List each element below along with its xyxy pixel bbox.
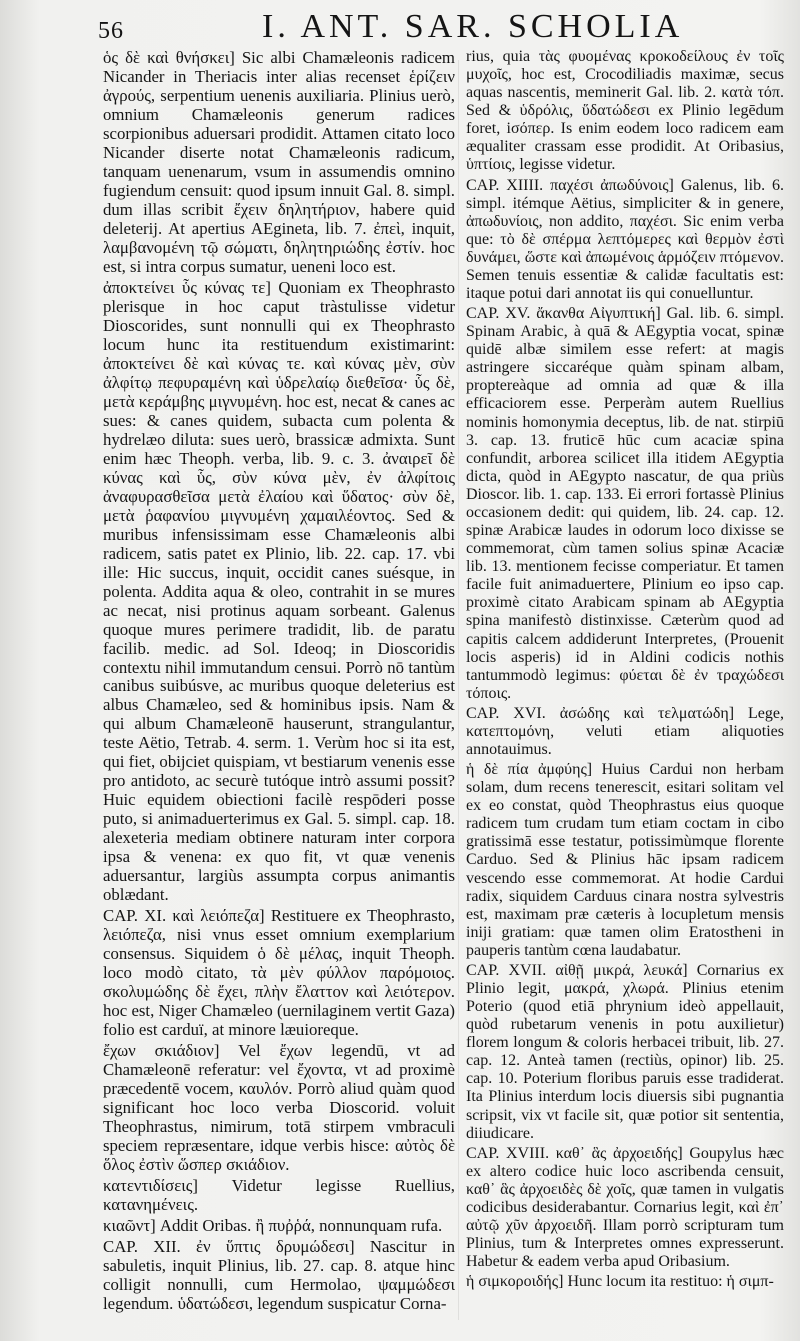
- left-paragraph: CAP. XII. ἐν ὕπτις δρυμώδεσι] Nascitur in sabuletis, inquit Plinius, lib. 27. cap. 8. atque hinc colligit nonnulli, cum Hermolao, ψαμμώδεσι legendum. ὑδατώδεσι, legendum suspicatur Corna-: [103, 1237, 455, 1313]
- left-paragraph: ἔχων σκιάδιον] Vel ἔχων legendū, vt ad Chamæleonē referatur: vel ἔχοντα, vt ad proximè præcedentē vocem, καυλόν. Porrò aliud quàm quod significant hoc loco verba Dioscorid. voluit Theophrastus, nimirum, totā stirpem vmbraculi speciem repræsentare, idque verbis hisce: αὐτὸς δὲ ὅλος ἐστὶν ὥσπερ σκιάδιον.: [103, 1041, 455, 1175]
- right-column: [466, 48, 784, 1293]
- right-paragraph: CAP. XV. ἄκανθα Αἰγυπτική] Gal. lib. 6. simpl. Spinam Arabic, à quā & AEgyptia vocat, spinæ quidē albæ similem esse refert: at magis astringere siccaréque quàm spinam albam, proptereàque ad omnia ad quæ & illa efficaciorem esse. Perperàm autem Ruellius nominis homonymia deceptus, lib. de nat. stirpiū 3. cap. 13. fruticē hūc cum acaciæ spina confundit, arborea scilicet illa itidem AEgyptia dicta, quòd in AEgypto nascatur, de qua priùs Dioscor. lib. 1. cap. 133. Ei errori fortassè Plinius occasionem dedit: qui quidem, lib. 24. cap. 12. spinæ Arabicæ laudes in odorum loco dixisse se commemorat, cùm tamen solius spinæ Acaciæ lib. 13. mentionem fecisse comperiatur. Et tamen facile fuit animaduertere, Plinium eo ipso cap. proximè citato Arabicam spinam ab AEgyptia spina manifestò distinxisse. Cæterùm quod ad capitis calcem addiderunt Interpretes, (Prouenit locis asperis) id in Aldini codicis nothis tantummodò legimus: φύεται δὲ ἐν τραχώδεσι τόποις.: [466, 305, 784, 702]
- left-paragraph: κατεντιδίσεις] Videtur legisse Ruellius, κατανημένεις.: [103, 1176, 455, 1215]
- left-paragraph: κιαῶντ] Addit Oribas. ἢ πυῤῥά, nonnunquam rufa.: [103, 1216, 443, 1236]
- left-column: [103, 48, 455, 1315]
- left-paragraph: CAP. XI. καὶ λειόπεζα] Restituere ex Theophrasto, λειόπεζα, nisi vnus esset omnium exemplarium consensus. Siquidem ὁ δὲ μέλας, inquit Theoph. loco modò citato, τὰ μὲν φύλλον παρόμοιος. σκολυμώδης δὲ ἔχει, πλὴν ἔλαττον καὶ λειότερον. hoc est, Niger Chamæleo (uernilaginem vertit Gaza) folio est carduï, at minore læuioreque.: [103, 906, 455, 1040]
- right-paragraph: ἡ σιμκοροιδής] Hunc locum ita restituo: ἡ σιμπ-: [466, 1273, 774, 1291]
- right-paragraph: CAP. XVI. ἀσώδης καὶ τελματώδη] Lege, κατεπτομόνη, veluti etiam aliquoties annotauimus.: [466, 704, 784, 758]
- right-paragraph: CAP. XVII. αἰθῇ μικρά, λευκά] Cornarius ex Plinio legit, μακρά, χλωρά. Plinius etenim Poterio (quod etiā phrynium ideò appellauit, quòd rubetarum venenis in potu auxilietur) florem longum & coloris herbacei tribuit, lib. 27. cap. 12. Anteà tamen (rectiùs, opinor) lib. 25. cap. 10. Poterium floribus paruis esse tradiderat. Ita Plinius interdum locis diuersis sibi pugnantia scripsit, vix vt facile sit, quæ potior sit sententia, diiudicare.: [466, 961, 784, 1142]
- right-paragraph: ἡ δὲ πία ἀμφύης] Huius Cardui non herbam solam, dum recens tenerescit, esitari solitam vel ex eo constat, quòd Theophrastus eius quoque radicem tum crudam tum etiam coctam in cibo gratissimā esse testatur, potissimùmque florente Carduo. Sed & Plinius hāc ipsam radicem vescendo esse commemorat. At hodie Cardui radix, siquidem Carduus cinara nostra sylvestris est, maximam præ cæteris à locupletum mensis iniji gratiam: quæ tamen olim Eratostheni in pauperis tantùm cœna laudabatur.: [466, 761, 784, 959]
- right-paragraph: CAP. XVIII. καθ᾽ ἃς ἀρχοειδής] Goupylus hæc ex altero codice huic loco ascribenda censuit, καθ᾽ ἃς ἀρχοειδὲς δὲ χοῖς, quæ tamen in vulgatis codicibus desiderabantur. Cornarius legit, καὶ ἐπ᾽ αὐτῷ χῦν ἀρχοειδῆ. Illam porrò scripturam tum Plinius, tum & Interpretes omnes expresserunt. Habetur & eadem verba apud Oribasium.: [466, 1144, 784, 1271]
- right-paragraph: rius, quia τὰς φυομένας κροκοδείλους ἐν τοῖς μυχοῖς, hoc est, Crocodiliadis maximæ, secus aquas nascentis, meminerit Gal. lib. 2. κατὰ τόπ. Sed & ὑδρόλις, ὕδατώδεσι ex Plinio legēdum foret, iσόπερ. Is enim eodem loco radicem eam æqualiter crassam esse prodidit. At Oribasius, ὑπτίοις, legisse videtur.: [466, 48, 784, 174]
- left-paragraph: ὁς δὲ καὶ θνήσκει] Sic albi Chamæleonis radicem Nicander in Theriacis inter alias recenset ἑρίζειν ἀγρούς, serpentium uenenis auxiliaria. Plinius uerò, omnium Chamæleonis generum radices scorpionibus aduersari prodidit. Attamen citato loco Nicander diserte notat Chamæleonis radicum, tanquam uenenarum, vsum in assumendis omnino fugiendum censuit: quod ipsum innuit Gal. 8. simpl. dum illas scribit ἔχειν δηλητήριον, habere quid deleterij. At apertius AEgineta, lib. 7. ἐπεὶ, inquit, λαμβανομένη τῷ σώματι, δηλητηριώδης ἐστίν. hoc est, si intra corpus sumatur, ueneni loco est.: [103, 48, 455, 276]
- page-number: 56: [98, 18, 124, 44]
- column-gutter: [458, 60, 459, 1320]
- right-paragraph: CAP. XIIII. παχέσι ἀπωδύνοις] Galenus, lib. 6. simpl. itémque Aëtius, simpliciter & in genere, ἀπωδυνίοις, non addito, παχέσι. Sic enim verba que: τὸ δὲ σπέρμα λεπτόμερες καὶ θερμὸν ἐστὶ δυνάμει, ὥστε καὶ ἀπωμένοις ἁρμόζειν πτόμενον. Semen tenuis essentiæ & calidæ facultatis est: itaque potui dari annotat iis qui conuelluntur.: [466, 176, 784, 303]
- page-header: [0, 4, 800, 50]
- left-paragraph: ἀποκτείνει ὗς κύνας τε] Quoniam ex Theophrasto plerisque in hoc caput tràstulisse videtur Dioscorides, sunt nonnulli qui ex Theophrasto locum hunc ita restituendum existimarint: ἀποκτείνει δὲ καὶ κύνας τε. καὶ κύνας μὲν, σὺν ἀλφίτῳ πεφυραμένη καὶ ὑδρελαίῳ διεθεῖσα· ὗς δὲ, μετὰ κεράμβης μιγνυμένη. hoc est, necat & canes ac sues: & canes quidem, subacta cum polenta & hydrelæo diluta: sues uerò, brassicæ admixta. Sunt enim hæc Theoph. verba, lib. 9. c. 3. ἀναιρεῖ δὲ κύνας καὶ ὗς, σὺν κύνα μὲν, ἐν ἀλφίτοις ἀναφυρασθεῖσα μετὰ ἐλαίου καὶ ὕδατος· σὺν δὲ, μετὰ ῥαφανίου μιγνυμένη χαμαιλέοντος. Sed & muribus infensissimam esse Chamæleonis albi radicem, satis patet ex Plinio, lib. 22. cap. 17. vbi ille: Hic succus, inquit, occidit canes suésque, in polenta. Addita aqua & oleo, contrahit in se mures ac necat, nisi protinus aquam sorbeant. Galenus quoque mures perimere tradidit, lib. de paratu facilib. medic. ad Sol. Ideoq; in Dioscoridis contextu nihil immutandum censui. Porrò nō tantùm canibus suibúsve, ac muribus quoque deleterius est albus Chamæleo, sed & hominibus ipsis. Nam & qui album Chamæleonē hauserunt, strangulantur, teste Aëtio, Tetrab. 4. serm. 1. Verùm hoc si ita est, qui fiet, obijciet quispiam, vt bestiarum venenis esse pro antidoto, ac securè tutóque intrò assumi possit? Huic equidem obiectioni facilè respōderi posse puto, si animaduerterimus ex Gal. 5. simpl. cap. 18. alexeteria mediam obtinere naturam inter corpora ipsa & venena: ex quo fit, vt quæ venenis aduersantur, largiùs assumpta corpus animantis oblædant.: [103, 277, 455, 905]
- running-title: I. ANT. SAR. SCHOLIA: [262, 8, 684, 45]
